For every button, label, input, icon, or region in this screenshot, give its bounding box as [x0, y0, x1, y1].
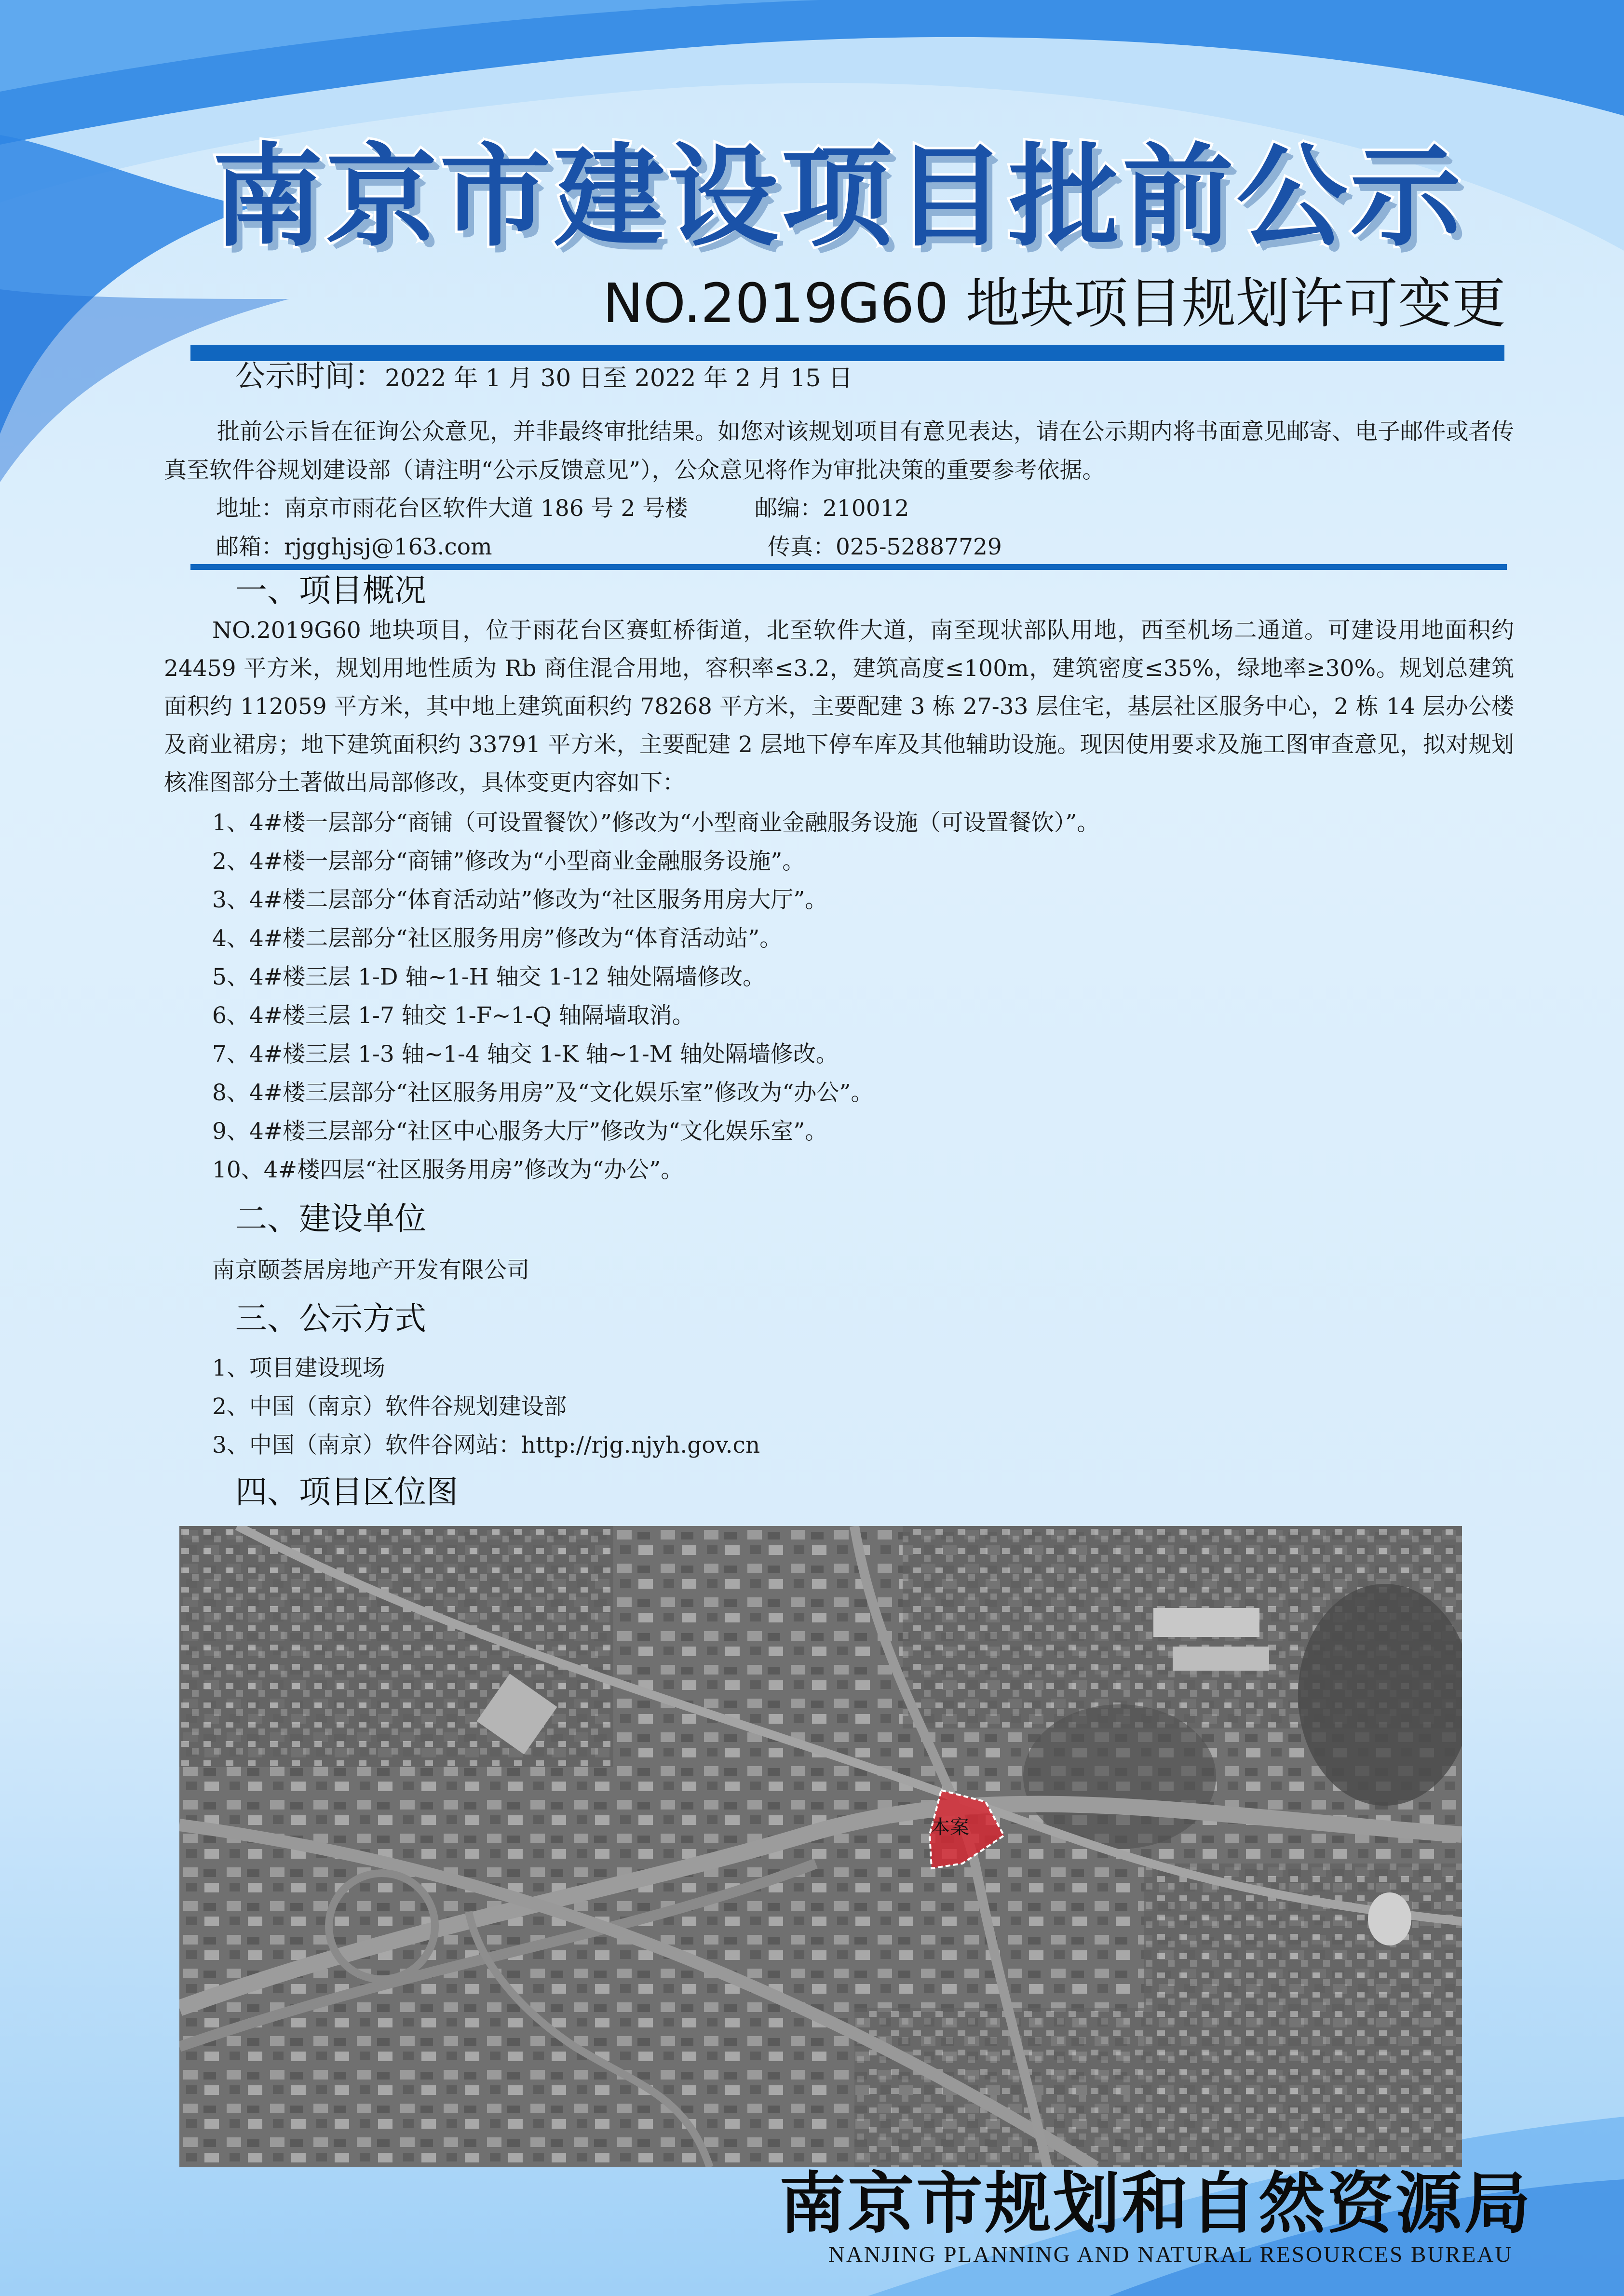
page-title: 南京市建设项目批前公示: [212, 133, 1464, 262]
change-item: 10、4#楼四层“社区服务用房”修改为“办公”。: [212, 1157, 684, 1183]
change-item: 1、4#楼一层部分“商铺（可设置餐饮）”修改为“小型商业金融服务设施（可设置餐饮）”。: [212, 810, 1100, 836]
notice-paragraph: 批前公示旨在征询公众意见，并非最终审批结果。如您对该规划项目有意见表达，请在公示期内将书面意见邮寄、电子邮件或者传真至软件谷规划建设部（请注明“公示反馈意见”），公众意见将作为审批决策的重要参考依据。: [164, 419, 1514, 484]
header-rule: [190, 345, 1504, 361]
section-heading-overview: 一、项目概况: [235, 572, 426, 609]
change-item: 7、4#楼三层 1-3 轴~1-4 轴交 1-K 轴~1-M 轴处隔墙修改。: [212, 1041, 839, 1067]
change-item: 4、4#楼二层部分“社区服务用房”修改为“体育活动站”。: [212, 925, 783, 952]
change-item: 6、4#楼三层 1-7 轴交 1-F~1-Q 轴隔墙取消。: [212, 1002, 695, 1029]
notice-time: [235, 359, 853, 395]
change-item: 3、4#楼二层部分“体育活动站”修改为“社区服务用房大厅”。: [212, 887, 828, 913]
section-heading-location: 四、项目区位图: [235, 1473, 458, 1511]
bureau-name-english: NANJING PLANNING AND NATURAL RESOURCES BUREAU: [828, 2242, 1513, 2267]
change-item: 2、4#楼一层部分“商铺”修改为“小型商业金融服务设施”。: [212, 848, 805, 875]
aerial-map-image: [179, 1526, 1462, 2167]
project-site-label: 本案: [931, 1816, 969, 1838]
notice-address: 地址：南京市雨花台区软件大道 186 号 2 号楼: [216, 495, 688, 522]
change-item: 8、4#楼三层部分“社区服务用房”及“文化娱乐室”修改为“办公”。: [212, 1080, 874, 1106]
method-item: 3、中国（南京）软件谷网站：http://rjg.njyh.gov.cn: [212, 1432, 760, 1459]
location-map: [179, 1526, 1462, 2167]
notice-time-value: 2022 年 1 月 30 日至 2022 年 2 月 15 日: [385, 364, 853, 392]
notice-postcode: 邮编：210012: [755, 495, 909, 522]
section-heading-developer: 二、建设单位: [235, 1200, 426, 1237]
bureau-name: 南京市规划和自然资源局: [779, 2164, 1532, 2242]
page-subtitle: NO.2019G60 地块项目规划许可变更: [603, 272, 1506, 335]
notice-time-label: 公示时间：: [235, 358, 385, 393]
section-heading-methods: 三、公示方式: [235, 1300, 426, 1337]
method-item: 1、项目建设现场: [212, 1355, 385, 1381]
overview-paragraph: NO.2019G60 地块项目，位于雨花台区赛虹桥街道，北至软件大道，南至现状部队用地，西至机场二通道。可建设用地面积约 24459 平方米，规划用地性质为 Rb 商住混合用地，容积率≤3.2，建筑高度≤100m，建筑密度≤35%，绿地率≥30%。规划总建筑面积约 112059 平方米，其中地上建筑面积约 78268 平方米，主要配建 3 栋 27-33 层住宅，基层社区服务中心，2 栋 14 层办公楼及商业裙房；地下建筑面积约 33791 平方米，主要配建 2 层地下停车库及其他辅助设施。现因使用要求及施工图审查意见，拟对规划核准图部分土著做出局部修改，具体变更内容如下：: [164, 617, 1514, 796]
method-item: 2、中国（南京）软件谷规划建设部: [212, 1393, 567, 1420]
notice-fax: 传真：025-52887729: [768, 534, 1002, 560]
change-item: 5、4#楼三层 1-D 轴~1-H 轴交 1-12 轴处隔墙修改。: [212, 964, 766, 990]
change-item: 9、4#楼三层部分“社区中心服务大厅”修改为“文化娱乐室”。: [212, 1118, 828, 1145]
developer-name: 南京颐荟居房地产开发有限公司: [212, 1257, 529, 1283]
notice-email: 邮箱：rjgghjsj@163.com: [216, 534, 492, 560]
